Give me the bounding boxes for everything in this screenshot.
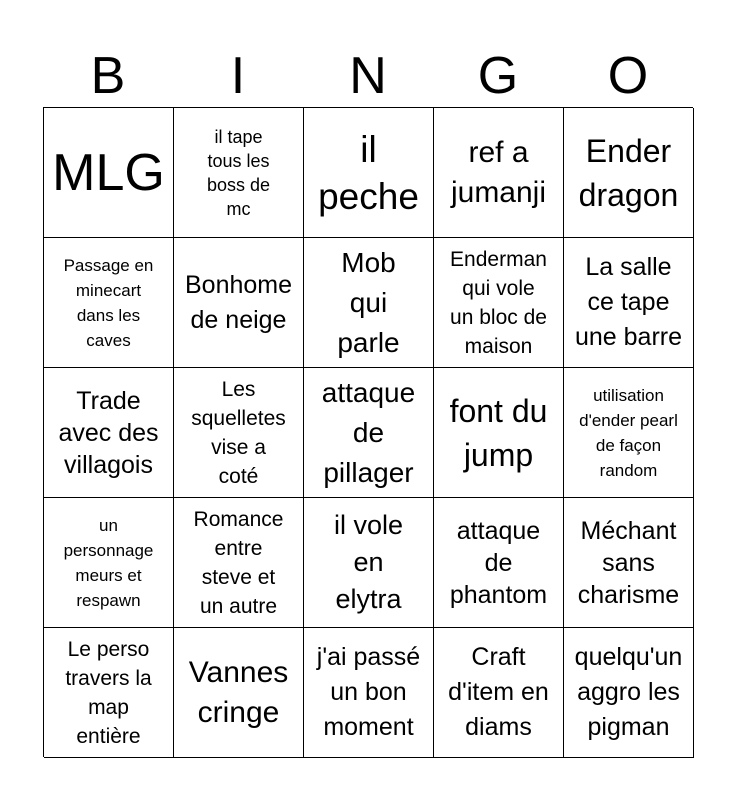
cell-text: Ender dragon xyxy=(578,132,679,213)
bingo-cell[interactable] xyxy=(174,238,304,368)
cell-text: un personnage meurs et respawn xyxy=(63,515,154,610)
cell-text: Les squelletes vise a coté xyxy=(191,377,286,488)
bingo-cell[interactable] xyxy=(304,368,434,498)
bingo-card-grid xyxy=(43,107,693,757)
header-letter-i: I xyxy=(230,47,246,105)
bingo-cell[interactable] xyxy=(434,628,564,758)
bingo-cell[interactable] xyxy=(174,108,304,238)
header-letter-b: B xyxy=(90,47,126,105)
cell-text: ref a jumanji xyxy=(450,135,547,209)
cell-text: Romance entre steve et un autre xyxy=(193,507,284,618)
bingo-cell[interactable] xyxy=(434,498,564,628)
bingo-cell[interactable] xyxy=(434,238,564,368)
header-letter-o: O xyxy=(607,47,649,105)
bingo-cell[interactable] xyxy=(564,628,694,758)
cell-text: utilisation d'ender pearl de façon random xyxy=(579,385,678,480)
bingo-cell[interactable] xyxy=(304,108,434,238)
cell-text: font du jump xyxy=(449,392,548,473)
bingo-cell[interactable] xyxy=(564,238,694,368)
bingo-cell[interactable] xyxy=(564,498,694,628)
bingo-cell[interactable] xyxy=(434,108,564,238)
cell-text: il vole en elytra xyxy=(333,510,404,614)
header-letter-g: G xyxy=(477,47,519,105)
bingo-cell[interactable] xyxy=(174,498,304,628)
cell-text: attaque de pillager xyxy=(321,376,416,488)
header-letter-n: N xyxy=(349,47,387,105)
cell-text: j'ai passé un bon moment xyxy=(316,643,421,741)
bingo-cell[interactable] xyxy=(304,628,434,758)
cell-text: Craft d'item en diams xyxy=(448,643,549,741)
bingo-cell[interactable] xyxy=(304,238,434,368)
cell-text: il peche xyxy=(318,128,419,217)
cell-text: Passage en minecart dans les caves xyxy=(63,255,154,350)
cell-text: Méchant sans charisme xyxy=(577,516,680,609)
bingo-cell[interactable] xyxy=(44,628,174,758)
bingo-cell[interactable] xyxy=(564,108,694,238)
cell-text: La salle ce tape une barre xyxy=(574,253,683,351)
bingo-cell[interactable] xyxy=(304,498,434,628)
cell-text: MLG xyxy=(52,143,165,202)
cell-text: quelqu'un aggro les pigman xyxy=(574,643,683,741)
bingo-cell[interactable] xyxy=(44,368,174,498)
cell-text: Le perso travers la map entière xyxy=(65,637,152,748)
bingo-cell[interactable] xyxy=(44,108,174,238)
cell-text: Enderman qui vole un bloc de maison xyxy=(450,247,547,358)
cell-text: Bonhome de neige xyxy=(184,270,293,334)
cell-text: il tape tous les boss de mc xyxy=(206,126,271,219)
bingo-cell[interactable] xyxy=(564,368,694,498)
cell-text: attaque de phantom xyxy=(449,516,548,609)
bingo-cell[interactable] xyxy=(174,628,304,758)
cell-text: Mob qui parle xyxy=(337,246,400,358)
bingo-cell[interactable] xyxy=(174,368,304,498)
bingo-header xyxy=(43,46,693,106)
bingo-cell[interactable] xyxy=(44,238,174,368)
cell-text: Vannes cringe xyxy=(188,655,289,729)
bingo-cell[interactable] xyxy=(44,498,174,628)
bingo-cell[interactable] xyxy=(434,368,564,498)
cell-text: Trade avec des villagois xyxy=(58,386,159,479)
